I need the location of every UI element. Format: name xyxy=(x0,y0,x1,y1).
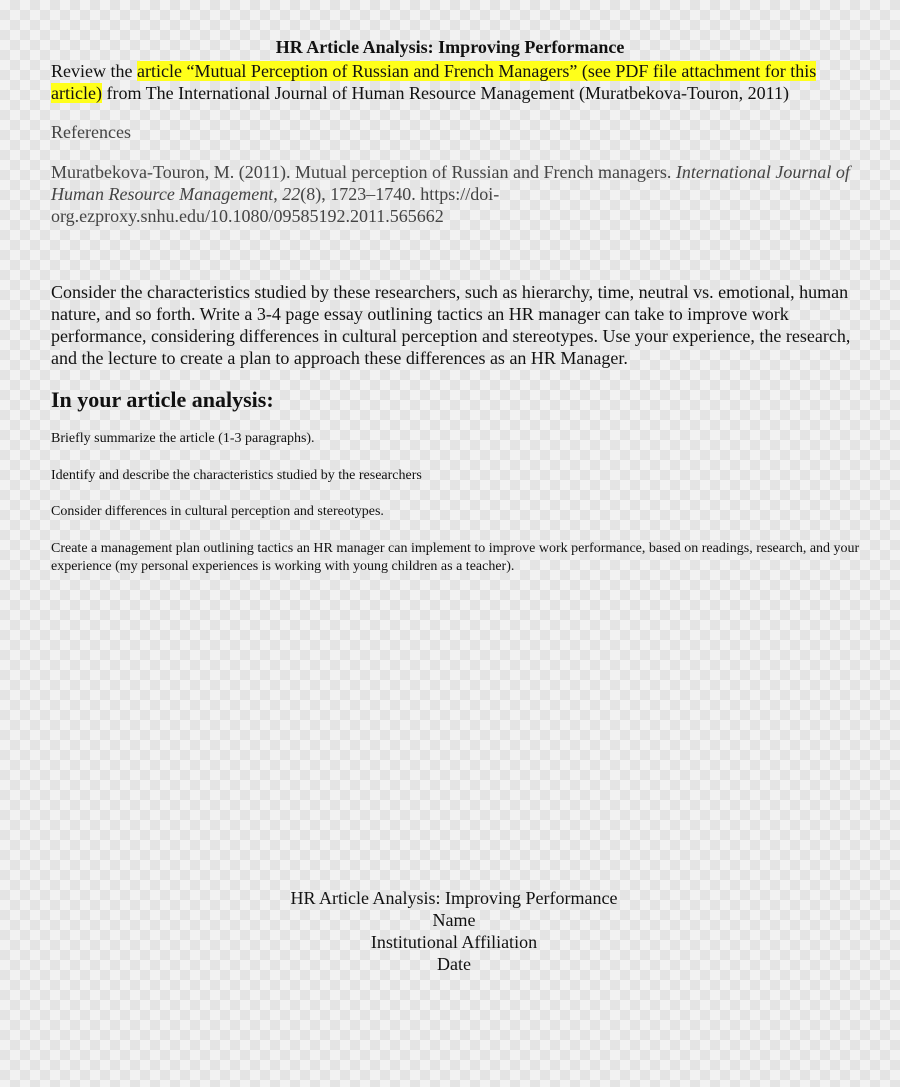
instructions-paragraph: Consider the characteristics studied by these researchers, such as hierarchy, time, neutral vs. emotional, human nature, and so forth. Write a 3-4 page essay outlining tactics an HR manager can take to improve work performance, considering differences in cultural perception and stereotypes. Use your experience, the research, and the lecture to create a plan to approach these differences as an HR Manager. xyxy=(51,282,851,368)
highlighted-article-reference: article “Mutual Perception of Russian and French Managers” (see PDF file attachment for this article) xyxy=(51,61,817,103)
cover-date: Date xyxy=(437,954,471,974)
task-item: Consider differences in cultural perception and stereotypes. xyxy=(51,504,384,519)
citation-separator: , xyxy=(273,184,283,204)
intro-tail: from The International Journal of Human Resource Management (Muratbekova-Touron, 2011) xyxy=(101,83,790,103)
cover-title: HR Article Analysis: Improving Performance xyxy=(290,888,618,908)
task-item: Identify and describe the characteristics studied by the researchers xyxy=(51,468,422,483)
cover-affiliation: Institutional Affiliation xyxy=(370,932,538,952)
intro-paragraph xyxy=(51,60,851,104)
task-item: Briefly summarize the article (1-3 paragraphs). xyxy=(51,431,315,446)
reference-citation xyxy=(51,161,856,227)
cover-name: Name xyxy=(432,910,476,930)
cover-page-block xyxy=(0,887,900,975)
citation-volume: 22 xyxy=(282,184,301,204)
citation-details: (8), 1723–1740. https://doi-org.ezproxy.snhu.edu/10.1080/09585192.2011.565662 xyxy=(51,184,500,226)
references-heading: References xyxy=(51,122,131,142)
citation-authors: Muratbekova-Touron, M. (2011). Mutual perception of Russian and French managers. xyxy=(51,162,676,182)
document-title: HR Article Analysis: Improving Performance xyxy=(275,37,625,57)
intro-lead: Review the xyxy=(51,61,137,81)
section-heading: In your article analysis: xyxy=(51,387,274,412)
citation-journal: International Journal of Human Resource Management xyxy=(51,162,850,204)
task-item: Create a management plan outlining tactics an HR manager can implement to improve work performance, based on readings, research, and your experience (my personal experiences is working with young children as a teacher). xyxy=(51,541,860,574)
